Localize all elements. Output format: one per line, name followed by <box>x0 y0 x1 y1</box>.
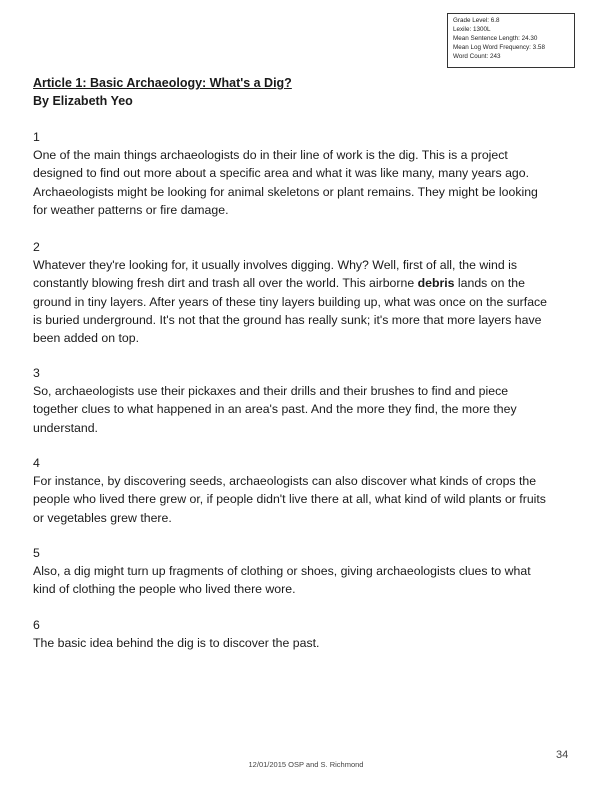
paragraph <box>33 128 553 219</box>
mean-log-word-frequency: Mean Log Word Frequency: 3.58 <box>453 44 545 51</box>
paragraph-number: 6 <box>33 618 40 632</box>
paragraph-number: 3 <box>33 366 40 380</box>
grade-level: Grade Level: 6.8 <box>453 17 500 24</box>
paragraph-number: 1 <box>33 130 40 144</box>
paragraph-text: The basic idea behind the dig is to discover the past. <box>33 636 320 651</box>
article-header <box>33 74 292 110</box>
paragraph <box>33 238 553 347</box>
paragraph-number: 4 <box>33 456 40 470</box>
paragraph-number: 5 <box>33 546 40 560</box>
article-title: Article 1: Basic Archaeology: What's a Dig? <box>33 76 292 90</box>
paragraph-text: So, archaeologists use their pickaxes and their drills and their brushes to find and piece together clues to what happened in an area's past. And the more they find, the more they understand. <box>33 384 517 435</box>
paragraph-text: For instance, by discovering seeds, archaeologists can also discover what kinds of crops the people who lived there grew or, if people didn't live there at all, what kind of wild plants or fruits or vegetables grew there. <box>33 474 546 525</box>
paragraph-number: 2 <box>33 240 40 254</box>
paragraph-text: Whatever they're looking for, it usually involves digging. Why? Well, first of all, the wind is constantly blowing fresh dirt and trash all over the world. This airborne debris lands on the ground in tiny layers. After years of these tiny layers building up, what was once on the surface is buried underground. It's not that the ground has really sunk; it's more that more layers have been added on top. <box>33 258 548 346</box>
mean-sentence-length: Mean Sentence Length: 24.30 <box>453 35 538 42</box>
paragraph <box>33 454 553 527</box>
paragraph-text: Also, a dig might turn up fragments of clothing or shoes, giving archaeologists clues to what kind of clothing the people who lived there wore. <box>33 564 531 597</box>
article-author: By Elizabeth Yeo <box>33 94 133 108</box>
text-statistics-box <box>447 13 575 68</box>
lexile: Lexile: 1300L <box>453 26 491 33</box>
paragraph-text: One of the main things archaeologists do in their line of work is the dig. This is a project designed to find out more about a specific area and what it was like many, many years ago. Archaeologists might be looking for animal skeletons or plant remains. They might be looking for weather patterns or fire damage. <box>33 148 538 217</box>
paragraph <box>33 616 553 652</box>
page-number: 34 <box>556 749 569 761</box>
vocabulary-word: debris <box>417 276 455 291</box>
word-count: Word Count: 243 <box>453 53 501 60</box>
paragraph <box>33 544 553 599</box>
footer-credit: 12/01/2015 OSP and S. Richmond <box>248 760 364 769</box>
paragraph <box>33 364 553 437</box>
